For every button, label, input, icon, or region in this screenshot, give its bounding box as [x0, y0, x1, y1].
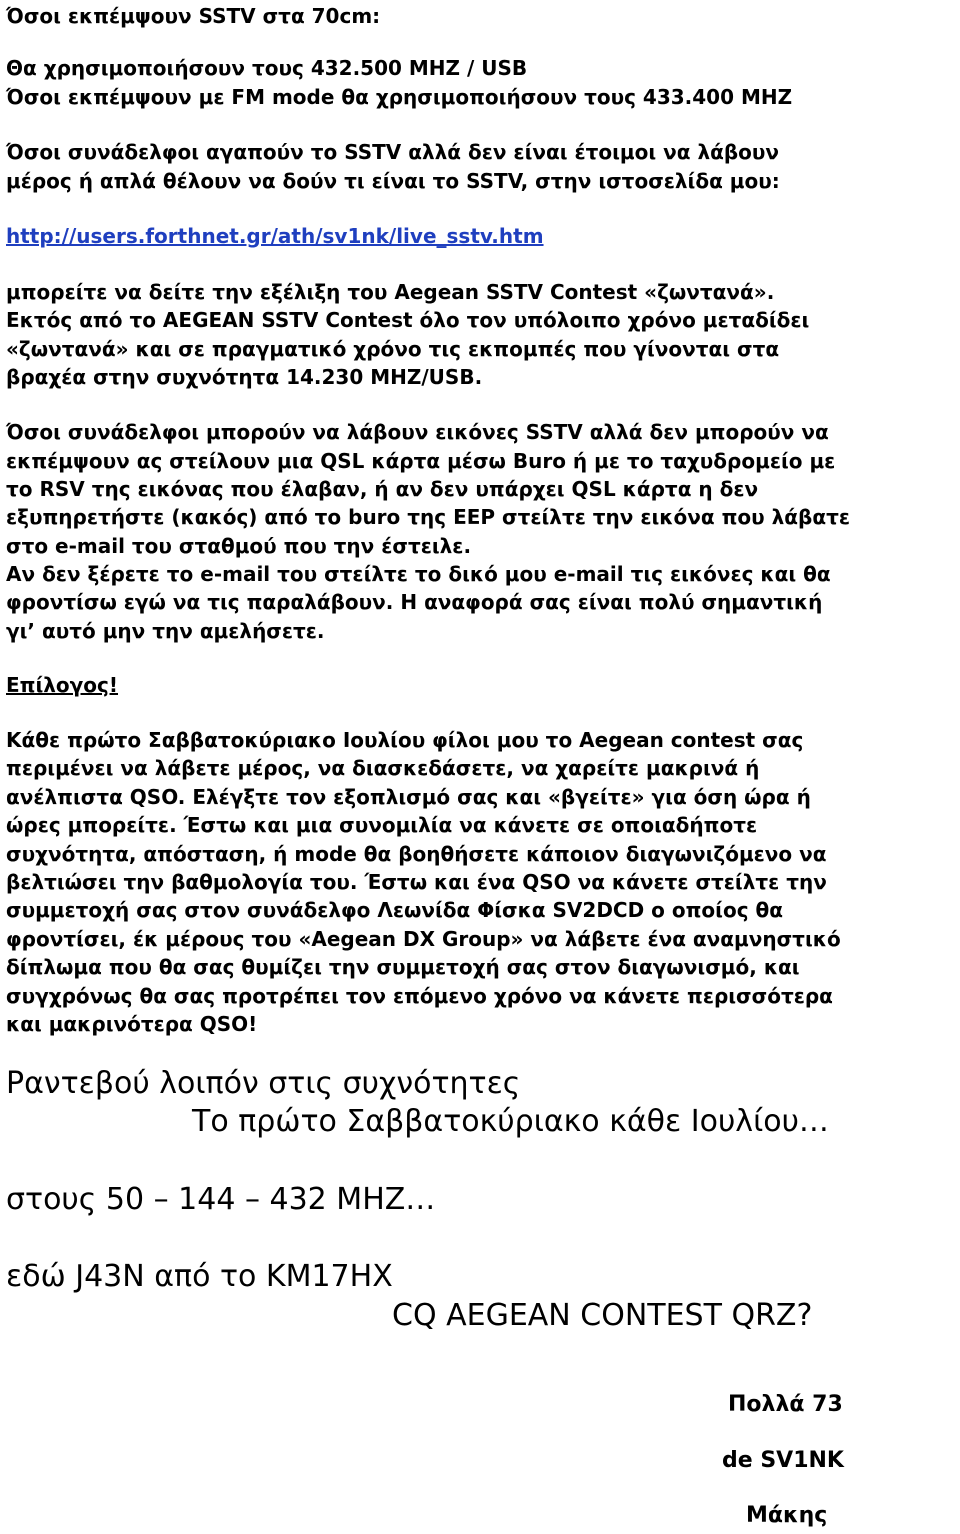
website-text-line-5: «ζωντανά» και σε πραγματικό χρόνο τις εκπομπές που γίνονται στα: [6, 337, 780, 361]
qsl-line-1: Όσοι συνάδελφοι μπορούν να λάβουν εικόνες SSTV αλλά δεν μπορούν να: [6, 420, 829, 444]
qsl-line-5: στο e-mail του σταθμού που την έστειλε.: [6, 534, 472, 558]
qsl-line-7: φροντίσω εγώ να τις παραλάβουν. Η αναφορά σας είναι πολύ σημαντική: [6, 590, 823, 614]
closing-line-2: Το πρώτο Σαββατοκύριακο κάθε Ιουλίου…: [192, 1104, 829, 1139]
epilogue-line-7: συμμετοχή σας στον συνάδελφο Λεωνίδα Φίσκα SV2DCD ο οποίος θα: [6, 898, 783, 922]
qsl-line-8: γι’ αυτό μην την αμελήσετε.: [6, 619, 325, 643]
closing-line-1: Ραντεβού λοιπόν στις συχνότητες: [6, 1066, 521, 1101]
epilogue-line-1: Κάθε πρώτο Σαββατοκύριακο Ιουλίου φίλοι μου το Aegean contest σας: [6, 728, 804, 752]
epilogue-line-2: περιμένει να λάβετε μέρος, να διασκεδάσετε, να χαρείτε μακρινά ή: [6, 756, 760, 780]
live-sstv-link[interactable]: http://users.forthnet.gr/ath/sv1nk/live_sstv.htm: [6, 224, 544, 248]
website-text-line-4: Εκτός από το AEGEAN SSTV Contest όλο τον υπόλοιπο χρόνο μεταδίδει: [6, 308, 810, 332]
website-intro-line-1: Όσοι συνάδελφοι αγαπούν το SSTV αλλά δεν είναι έτοιμοι να λάβουν: [6, 140, 780, 164]
website-text-line-6: βραχέα στην συχνότητα 14.230 MHZ/USB.: [6, 365, 483, 389]
epilogue-line-8: φροντίσει, έκ μέρους του «Aegean DX Group» να λάβετε ένα αναμνηστικό: [6, 927, 841, 951]
website-text-line-3: μπορείτε να δείτε την εξέλιξη του Aegean SSTV Contest «ζωντανά».: [6, 280, 775, 304]
signature-greeting: Πολλά 73: [728, 1392, 843, 1417]
epilogue-line-9: δίπλωμα που θα σας θυμίζει την συμμετοχή σας στον διαγωνισμό, και: [6, 955, 800, 979]
qsl-line-4: εξυπηρετήστε (κακός) από το buro της ΕΕΡ στείλτε την εικόνα που λάβατε: [6, 505, 850, 529]
signature-callsign: de SV1NK: [722, 1448, 844, 1473]
epilogue-line-6: βελτιώσει την βαθμολογία του. Έστω και ένα QSO να κάνετε στείλτε την: [6, 870, 827, 894]
epilogue-heading: Επίλογος!: [6, 673, 119, 697]
section-70cm-heading: Όσοι εκπέμψουν SSTV στα 70cm:: [6, 4, 381, 28]
epilogue-line-5: συχνότητα, απόσταση, ή mode θα βοηθήσετε κάποιον διαγωνιζόμενο να: [6, 842, 827, 866]
epilogue-line-10: συγχρόνως θα σας προτρέπει τον επόμενο χρόνο να κάνετε περισσότερα: [6, 984, 833, 1008]
website-intro-line-2: μέρος ή απλά θέλουν να δούν τι είναι το SSTV, στην ιστοσελίδα μου:: [6, 169, 780, 193]
qsl-line-3: το RSV της εικόνας που έλαβαν, ή αν δεν υπάρχει QSL κάρτα η δεν: [6, 477, 759, 501]
signature-name: Μάκης: [746, 1503, 828, 1528]
qsl-line-6: Αν δεν ξέρετε το e-mail του στείλτε το δικό μου e-mail τις εικόνες και θα: [6, 562, 831, 586]
usb-frequency-line: Θα χρησιμοποιήσουν τους 432.500 MHZ / USB: [6, 56, 528, 80]
epilogue-line-4: ώρες μπορείτε. Έστω και μια συνομιλία να κάνετε σε οποιαδήποτε: [6, 813, 758, 837]
qsl-line-2: εκπέμψουν ας στείλουν μια QSL κάρτα μέσω Buro ή με το ταχυδρομείο με: [6, 449, 836, 473]
epilogue-line-11: και μακρινότερα QSO!: [6, 1012, 258, 1036]
closing-line-4: εδώ J43N από το KM17HX: [6, 1259, 393, 1294]
closing-line-3: στους 50 – 144 – 432 MHZ…: [6, 1182, 436, 1217]
closing-line-5: CQ AEGEAN CONTEST QRZ?: [392, 1298, 813, 1333]
fm-frequency-line: Όσοι εκπέμψουν με FM mode θα χρησιμοποιήσουν τους 433.400 MHZ: [6, 85, 793, 109]
epilogue-line-3: ανέλπιστα QSO. Ελέγξτε τον εξοπλισμό σας και «βγείτε» για όση ώρα ή: [6, 785, 811, 809]
